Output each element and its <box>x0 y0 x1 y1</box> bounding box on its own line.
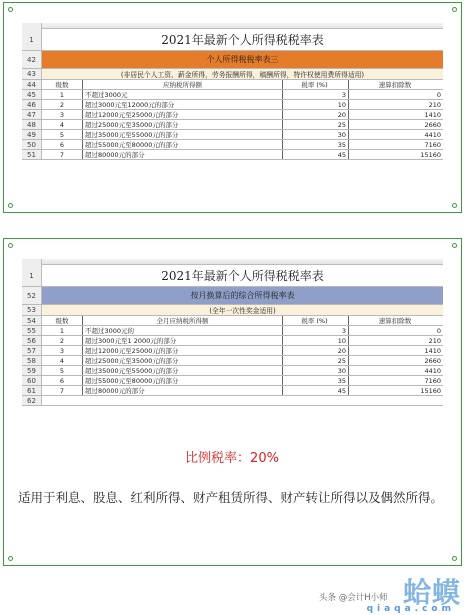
bracket-cell: 超过55000元至80000元的部分 <box>82 376 282 385</box>
row-number: 55 <box>22 326 42 335</box>
sheet-title: 2021年最新个人所得税税率表 <box>161 269 324 283</box>
bracket-cell: 超过55000元至80000元的部分 <box>82 140 282 149</box>
rate-cell: 10 <box>282 100 348 109</box>
rate-cell: 30 <box>282 366 348 375</box>
corner-dot <box>452 243 457 248</box>
title-row <box>22 29 443 51</box>
bracket-cell: 超过3000元至12000元的部分 <box>82 100 282 109</box>
table-subtitle: (非居民个人工资、薪金所得，劳务报酬所得，稿酬所得，特许权使用费所得适用) <box>42 69 443 79</box>
table-row <box>22 100 443 110</box>
corner-dot <box>8 7 13 12</box>
table-row <box>22 346 443 356</box>
row-number: 61 <box>22 386 42 395</box>
row-number: 62 <box>22 396 42 405</box>
deduction-cell: 7160 <box>348 140 443 149</box>
tax-table-card-monthly <box>3 238 462 566</box>
row-number: 51 <box>22 150 42 159</box>
watermark-credit: 头条 @会计H小师 <box>319 593 388 603</box>
watermark <box>313 571 463 615</box>
bracket-cell: 超过25000元至35000元的部分 <box>82 356 282 365</box>
table-row <box>22 366 443 376</box>
table-row <box>22 150 443 160</box>
deduction-cell: 210 <box>348 100 443 109</box>
row-number: 57 <box>22 346 42 355</box>
row-number: 44 <box>22 80 42 89</box>
row-number: 56 <box>22 336 42 345</box>
level-cell: 1 <box>59 327 65 335</box>
row-number: 43 <box>22 69 42 79</box>
deduction-cell: 4410 <box>348 130 443 139</box>
rate-cell: 3 <box>282 90 348 99</box>
table-heading: 个人所得税税率表三 <box>42 51 443 68</box>
table-row <box>22 140 443 150</box>
deduction-cell: 210 <box>348 336 443 345</box>
table-heading: 按月换算后的综合所得税率表 <box>42 287 443 304</box>
level-cell: 7 <box>59 387 65 395</box>
level-cell: 4 <box>59 357 65 365</box>
row-number: 49 <box>22 130 42 139</box>
row-number: 53 <box>22 305 42 315</box>
row-number: 54 <box>22 316 42 325</box>
rate-cell: 45 <box>282 150 348 159</box>
row-number: 47 <box>22 110 42 119</box>
row-number: 58 <box>22 356 42 365</box>
rate-cell: 20 <box>282 346 348 355</box>
rate-cell: 30 <box>282 130 348 139</box>
deduction-cell: 2660 <box>348 356 443 365</box>
header-deduction: 速算扣除数 <box>348 316 443 325</box>
header-level: 级数 <box>55 317 69 325</box>
header-level: 级数 <box>55 81 69 89</box>
rate-cell: 10 <box>282 336 348 345</box>
header-bracket: 应纳税所得额 <box>82 80 282 89</box>
table-row <box>22 376 443 386</box>
row-number: 52 <box>22 287 42 304</box>
band-row <box>22 51 443 69</box>
level-cell: 1 <box>59 91 65 99</box>
bracket-cell: 超过80000元的部分 <box>82 150 282 159</box>
row-number: 48 <box>22 120 42 129</box>
table-header-row <box>22 80 443 90</box>
level-cell: 2 <box>59 337 65 345</box>
header-rate: 税率 (%) <box>282 316 348 325</box>
band-row <box>22 287 443 305</box>
applicability-description: 适用于利息、股息、红利所得、财产租赁所得、财产转让所得以及偶然所得。 <box>18 490 444 505</box>
row-number: 50 <box>22 140 42 149</box>
level-cell: 3 <box>59 347 65 355</box>
deduction-cell: 0 <box>348 326 443 335</box>
bracket-cell: 超过25000元至35000元的部分 <box>82 120 282 129</box>
spreadsheet <box>22 259 443 406</box>
level-cell: 6 <box>59 377 65 385</box>
header-deduction: 速算扣除数 <box>348 80 443 89</box>
deduction-cell: 2660 <box>348 120 443 129</box>
level-cell: 2 <box>59 101 65 109</box>
tax-table-card-nonresident <box>3 2 462 213</box>
spreadsheet <box>22 23 443 160</box>
corner-dot <box>452 203 457 208</box>
level-cell: 5 <box>59 367 65 375</box>
deduction-cell: 1410 <box>348 346 443 355</box>
bracket-cell: 超过12000元至25000元的部分 <box>82 346 282 355</box>
bracket-cell: 超过80000元的部分 <box>82 386 282 395</box>
bracket-cell: 超过12000元至25000元的部分 <box>82 110 282 119</box>
rate-cell: 35 <box>282 376 348 385</box>
level-cell: 3 <box>59 111 65 119</box>
level-cell: 7 <box>59 151 65 159</box>
bracket-cell: 超过35000元至55000元的部分 <box>82 130 282 139</box>
subtitle-row <box>22 69 443 80</box>
deduction-cell: 15160 <box>348 150 443 159</box>
table-row <box>22 326 443 336</box>
proportional-rate-note: 比例税率：20% <box>185 451 279 466</box>
empty-row <box>22 396 443 406</box>
corner-dot <box>8 203 13 208</box>
bracket-cell: 超过3000元至1 2000元的部分 <box>82 336 282 345</box>
table-row <box>22 110 443 120</box>
table-row <box>22 120 443 130</box>
row-number: 46 <box>22 100 42 109</box>
table-row <box>22 386 443 396</box>
rate-cell: 3 <box>282 326 348 335</box>
table-header-row <box>22 316 443 326</box>
table-row <box>22 90 443 100</box>
rate-cell: 20 <box>282 110 348 119</box>
corner-dot <box>452 7 457 12</box>
row-number: 59 <box>22 366 42 375</box>
corner-dot <box>452 556 457 561</box>
level-cell: 4 <box>59 121 65 129</box>
title-row <box>22 265 443 287</box>
watermark-logo: 蛤蟆 <box>402 576 461 609</box>
watermark-url: qiaqa.com <box>366 604 455 614</box>
deduction-cell: 0 <box>348 90 443 99</box>
level-cell: 6 <box>59 141 65 149</box>
subtitle-row <box>22 305 443 316</box>
header-rate: 税率 (%) <box>282 80 348 89</box>
row-number: 42 <box>22 51 42 68</box>
level-cell: 5 <box>59 131 65 139</box>
table-subtitle: (全年一次性奖金适用) <box>42 305 443 315</box>
deduction-cell: 7160 <box>348 376 443 385</box>
rate-cell: 35 <box>282 140 348 149</box>
row-number: 45 <box>22 90 42 99</box>
bracket-cell: 不超过3000元 <box>82 90 282 99</box>
deduction-cell: 4410 <box>348 366 443 375</box>
header-bracket: 全月应纳税所得额 <box>82 316 282 325</box>
deduction-cell: 15160 <box>348 386 443 395</box>
rate-cell: 45 <box>282 386 348 395</box>
rate-cell: 25 <box>282 356 348 365</box>
corner-dot <box>8 556 13 561</box>
sheet-title: 2021年最新个人所得税税率表 <box>161 33 324 47</box>
table-row <box>22 356 443 366</box>
row-number: 1 <box>22 29 42 50</box>
rate-cell: 25 <box>282 120 348 129</box>
bracket-cell: 超过35000元至55000元的部分 <box>82 366 282 375</box>
table-row <box>22 130 443 140</box>
row-number: 60 <box>22 376 42 385</box>
row-number: 1 <box>22 265 42 286</box>
bracket-cell: 不超过3000元的 <box>82 326 282 335</box>
table-row <box>22 336 443 346</box>
deduction-cell: 1410 <box>348 110 443 119</box>
corner-dot <box>8 243 13 248</box>
